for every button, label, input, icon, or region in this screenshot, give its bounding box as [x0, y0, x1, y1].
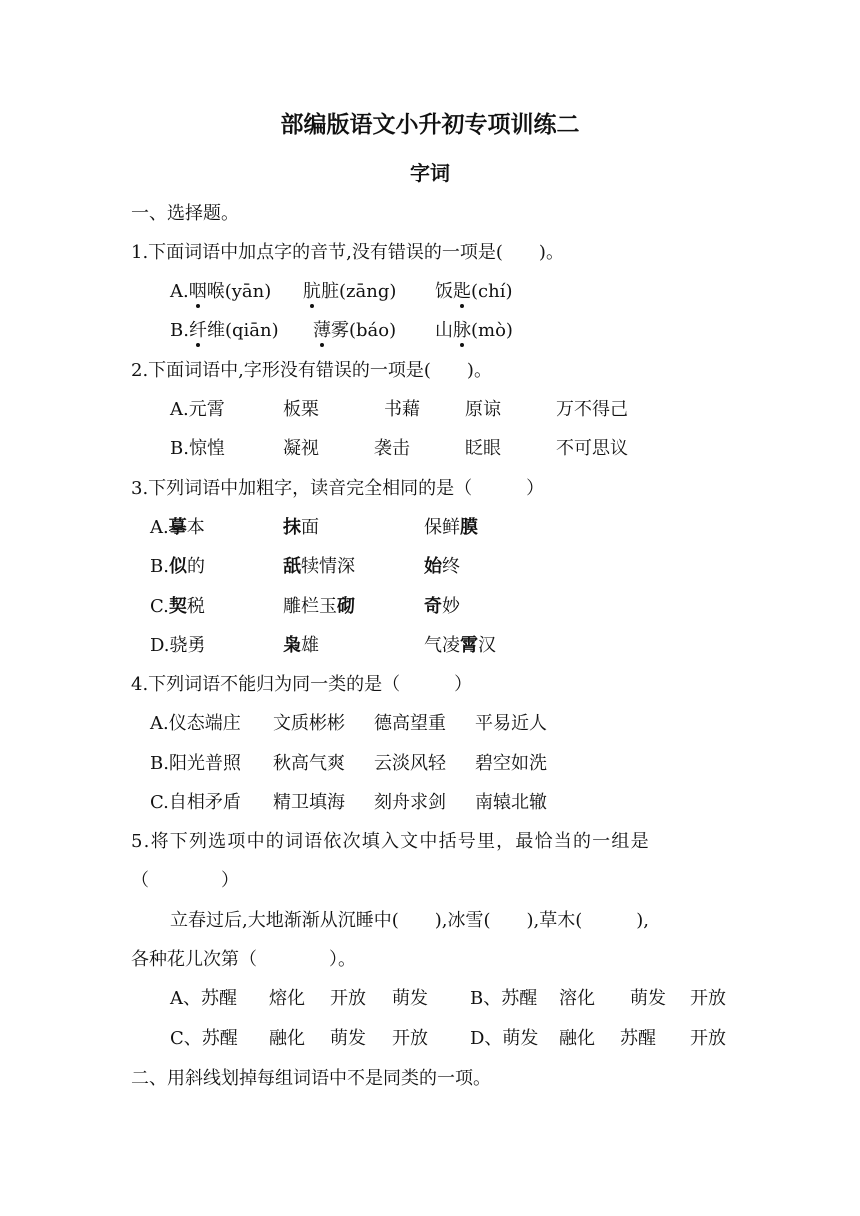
q2-a-word: 板栗: [283, 399, 319, 420]
question-5-passage-line-1: 立春过后,大地渐渐从沉睡中( ),冰雪( ),草木( ),: [170, 910, 650, 931]
plain-text: B.: [150, 556, 169, 577]
q5-ab-word: 溶化: [559, 988, 595, 1009]
bold-char: 似: [168, 556, 187, 577]
plain-text: 雄: [301, 635, 319, 656]
q3-c-col3: [424, 596, 460, 618]
q4-c-word: C.自相矛盾: [150, 792, 241, 813]
plain-text: 犊情深: [301, 556, 355, 577]
q2-a-word: 书藉: [384, 399, 420, 420]
bold-char: 奇: [424, 596, 442, 617]
q5-ab-word: 萌发: [630, 988, 666, 1009]
dotted-char: 脉: [453, 320, 471, 341]
question-1-option-a: [170, 281, 271, 303]
plain-text: 雕栏玉: [283, 596, 337, 617]
plain-text: 保鲜: [424, 517, 460, 538]
q5-cd-word: 开放: [392, 1028, 428, 1049]
q2-b-word: 眨眼: [465, 438, 501, 459]
plain-text: 气凌: [424, 635, 460, 656]
word-text: (chí): [471, 281, 513, 302]
page-title: 部编版语文小升初专项训练二: [280, 111, 580, 138]
question-1-option-a-word-2: [303, 281, 396, 303]
q5-cd-word: 融化: [269, 1028, 305, 1049]
q3-a-col1: [150, 517, 205, 539]
q3-b-col2: [283, 556, 355, 578]
q5-cd-word: 苏醒: [620, 1028, 656, 1049]
q3-d-col1: [150, 635, 206, 657]
question-1-option-b: [170, 320, 279, 342]
q4-b-word: 秋高气爽: [273, 753, 345, 774]
q3-b-col3: [424, 556, 460, 578]
q5-cd-word: 融化: [559, 1028, 595, 1049]
plain-text: A.: [150, 517, 169, 538]
question-2-stem: 2.下面词语中,字形没有错误的一项是( )。: [131, 360, 492, 381]
q4-b-word: 云淡风轻: [374, 753, 446, 774]
q3-c-col2: [283, 596, 355, 618]
question-1-stem: 1.下面词语中加点字的音节,没有错误的一项是( )。: [131, 242, 564, 263]
q3-a-col2: [283, 517, 319, 539]
bold-char: 膜: [460, 517, 478, 538]
q2-b-word: 不可思议: [556, 438, 628, 459]
q2-b-word: 凝视: [283, 438, 319, 459]
dotted-char: 匙: [453, 281, 471, 302]
section-heading-1: 一、选择题。: [131, 203, 239, 224]
q4-a-word: 德高望重: [374, 713, 446, 734]
bold-char: 霄: [460, 635, 478, 656]
option-letter: A.: [170, 281, 189, 302]
q3-d-col2: [283, 635, 319, 657]
word-text: 饭: [435, 281, 453, 302]
bold-char: 始: [424, 556, 442, 577]
word-text: 脏(zāng): [321, 281, 397, 302]
q4-c-word: 南辕北辙: [475, 792, 547, 813]
dotted-char: 咽: [188, 281, 207, 302]
q5-ab-word: B、苏醒: [470, 988, 538, 1009]
plain-text: 本: [186, 517, 205, 538]
q5-ab-word: 萌发: [392, 988, 428, 1009]
dotted-char: 肮: [303, 281, 321, 302]
question-1-option-b-word-2: [313, 320, 396, 342]
bold-char: 舐: [283, 556, 301, 577]
q5-ab-word: 开放: [690, 988, 726, 1009]
question-1-option-b-word-3: [435, 320, 513, 342]
q3-a-col3: [424, 517, 478, 539]
option-letter: B.: [170, 320, 189, 341]
question-1-option-a-word-3: [435, 281, 512, 303]
question-3-stem: 3.下列词语中加粗字，读音完全相同的是（ ）: [131, 478, 545, 499]
q4-b-word: B.阳光普照: [150, 753, 241, 774]
q3-c-col1: [150, 596, 205, 618]
bold-char: 契: [168, 596, 187, 617]
question-5-stem: 5.将下列选项中的词语依次填入文中括号里，最恰当的一组是: [131, 831, 650, 852]
question-5-stem-blank: （ ）: [131, 870, 239, 891]
q4-a-word: 平易近人: [475, 713, 547, 734]
q3-b-col1: [150, 556, 205, 578]
plain-text: 终: [442, 556, 460, 577]
plain-text: 面: [301, 517, 319, 538]
q5-ab-word: 熔化: [269, 988, 305, 1009]
word-text: 维(qiān): [206, 320, 279, 341]
section-heading-2: 二、用斜线划掉每组词语中不是同类的一项。: [131, 1068, 491, 1089]
question-5-passage-line-2: 各种花儿次第（ ）。: [131, 949, 356, 970]
bold-char: 抹: [283, 517, 301, 538]
bold-char: 枭: [283, 635, 301, 656]
q4-b-word: 碧空如洗: [475, 753, 547, 774]
q2-b-word: B.惊惶: [170, 438, 225, 459]
q4-a-word: A.仪态端庄: [150, 713, 241, 734]
q4-c-word: 刻舟求剑: [374, 792, 446, 813]
page-subtitle: 字词: [410, 161, 450, 185]
q2-b-word: 袭击: [374, 438, 410, 459]
word-text: (mò): [471, 320, 513, 341]
q5-ab-word: 开放: [330, 988, 366, 1009]
plain-text: 妙: [442, 596, 460, 617]
bold-char: 砌: [337, 596, 355, 617]
q5-ab-word: A、苏醒: [170, 988, 237, 1009]
q5-cd-word: C、苏醒: [170, 1028, 238, 1049]
q5-cd-word: 萌发: [330, 1028, 366, 1049]
dotted-char: 纤: [188, 320, 207, 341]
dotted-char: 薄: [313, 320, 331, 341]
q5-cd-word: 开放: [690, 1028, 726, 1049]
q4-a-word: 文质彬彬: [273, 713, 345, 734]
plain-text: C.: [150, 596, 169, 617]
word-text: 喉(yān): [206, 281, 272, 302]
q2-a-word: 原谅: [465, 399, 501, 420]
word-text: 山: [435, 320, 453, 341]
word-text: 雾(báo): [331, 320, 397, 341]
q4-c-word: 精卫填海: [273, 792, 345, 813]
plain-text: D.骁勇: [150, 635, 206, 656]
question-4-stem: 4.下列词语不能归为同一类的是（ ）: [131, 674, 473, 695]
plain-text: 的: [186, 556, 205, 577]
q2-a-word: 万不得己: [556, 399, 628, 420]
plain-text: 税: [186, 596, 205, 617]
q3-d-col3: [424, 635, 496, 657]
q5-cd-word: D、萌发: [470, 1028, 539, 1049]
q2-a-word: A.元霄: [170, 399, 225, 420]
bold-char: 摹: [168, 517, 187, 538]
plain-text: 汉: [478, 635, 496, 656]
